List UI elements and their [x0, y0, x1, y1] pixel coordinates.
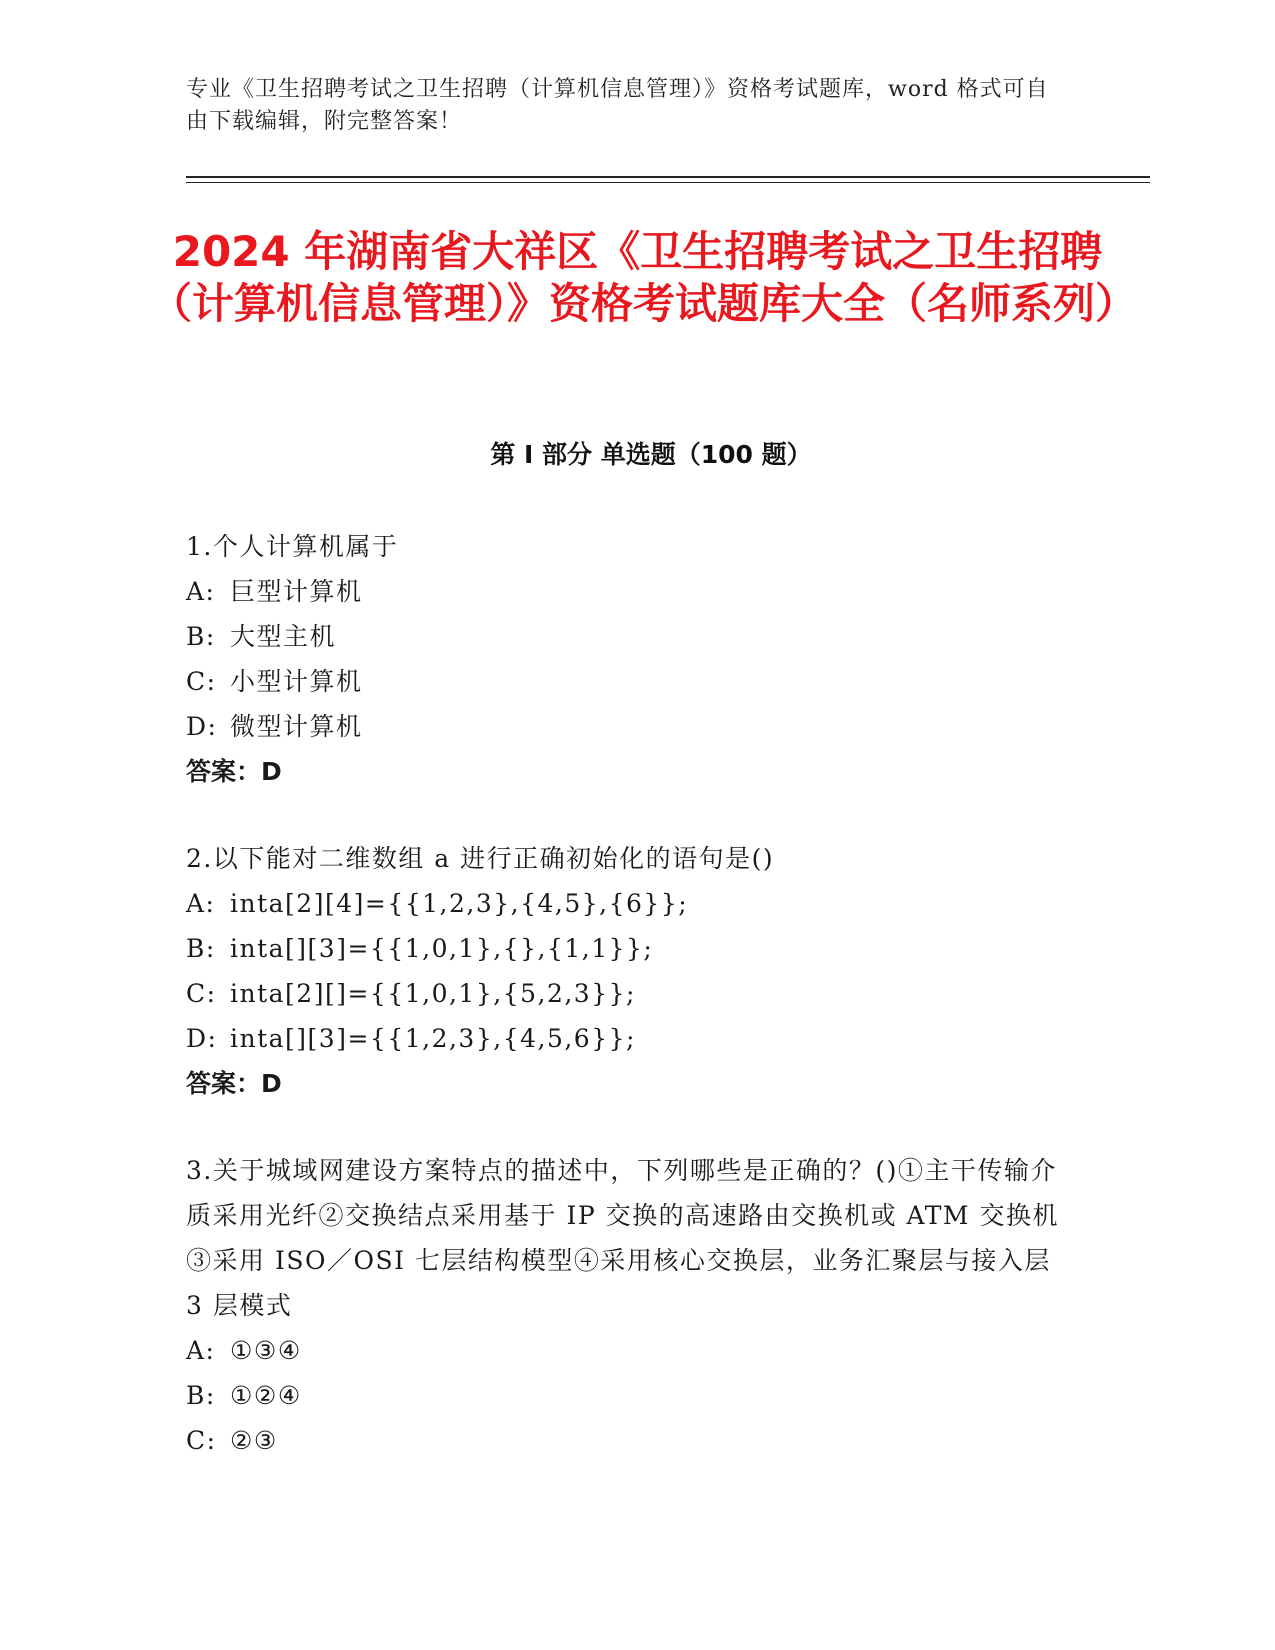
option-text: ①②④ — [230, 1381, 302, 1410]
option-text: ①③④ — [230, 1336, 302, 1365]
option-text: 大型主机 — [230, 622, 337, 651]
option-c — [186, 971, 1066, 1016]
option-b — [186, 614, 1066, 659]
option-letter: A: — [186, 577, 216, 606]
option-letter: C: — [186, 979, 217, 1008]
option-d — [186, 1016, 1066, 1061]
option-text: 巨型计算机 — [230, 577, 363, 606]
option-letter: D: — [186, 712, 218, 741]
question-stem: 1.个人计算机属于 — [186, 532, 399, 561]
option-a — [186, 569, 1066, 614]
question-3 — [186, 1148, 1066, 1463]
answer-line: 答案：D — [186, 757, 282, 786]
header-divider-thin — [186, 182, 1150, 183]
option-d — [186, 704, 1066, 749]
option-a — [186, 881, 1066, 926]
question-stem: 3.关于城域网建设方案特点的描述中，下列哪些是正确的？()①主干传输介质采用光纤②交换结点采用基于 IP 交换的高速路由交换机或 ATM 交换机③采用 ISO／OSI 七层结构模型④采用核心交换层，业务汇聚层与接入层 3 层模式 — [186, 1156, 1059, 1320]
option-c — [186, 1418, 1066, 1463]
option-text: inta[2][4]={{1,2,3},{4,5},{6}}; — [230, 889, 689, 918]
option-c — [186, 659, 1066, 704]
option-letter: A: — [186, 1336, 216, 1365]
option-letter: C: — [186, 667, 217, 696]
question-stem: 2.以下能对二维数组 a 进行正确初始化的语句是() — [186, 844, 775, 873]
option-letter: B: — [186, 622, 216, 651]
document-title: 2024 年湖南省大祥区《卫生招聘考试之卫生招聘（计算机信息管理）》资格考试题库大全（名师系列） — [150, 227, 1138, 328]
question-1 — [186, 524, 1066, 794]
option-text: inta[][3]={{1,0,1},{},{1,1}}; — [230, 934, 654, 963]
option-letter: D: — [186, 1024, 218, 1053]
option-letter: B: — [186, 934, 216, 963]
header-divider-thick — [186, 176, 1150, 178]
option-letter: C: — [186, 1426, 217, 1455]
option-text: inta[2][]={{1,0,1},{5,2,3}}; — [230, 979, 636, 1008]
option-text: inta[][3]={{1,2,3},{4,5,6}}; — [230, 1024, 636, 1053]
option-text: ②③ — [230, 1426, 278, 1455]
section-heading: 第 I 部分 单选题（100 题） — [490, 440, 812, 469]
option-text: 小型计算机 — [230, 667, 363, 696]
option-letter: A: — [186, 889, 216, 918]
option-a — [186, 1328, 1066, 1373]
option-b — [186, 926, 1066, 971]
option-b — [186, 1373, 1066, 1418]
question-list — [186, 524, 1066, 1505]
answer-line: 答案：D — [186, 1069, 282, 1098]
header-note: 专业《卫生招聘考试之卫生招聘（计算机信息管理）》资格考试题库，word 格式可自由下载编辑，附完整答案！ — [186, 77, 1049, 134]
option-letter: B: — [186, 1381, 216, 1410]
option-text: 微型计算机 — [230, 712, 363, 741]
question-2 — [186, 836, 1066, 1106]
